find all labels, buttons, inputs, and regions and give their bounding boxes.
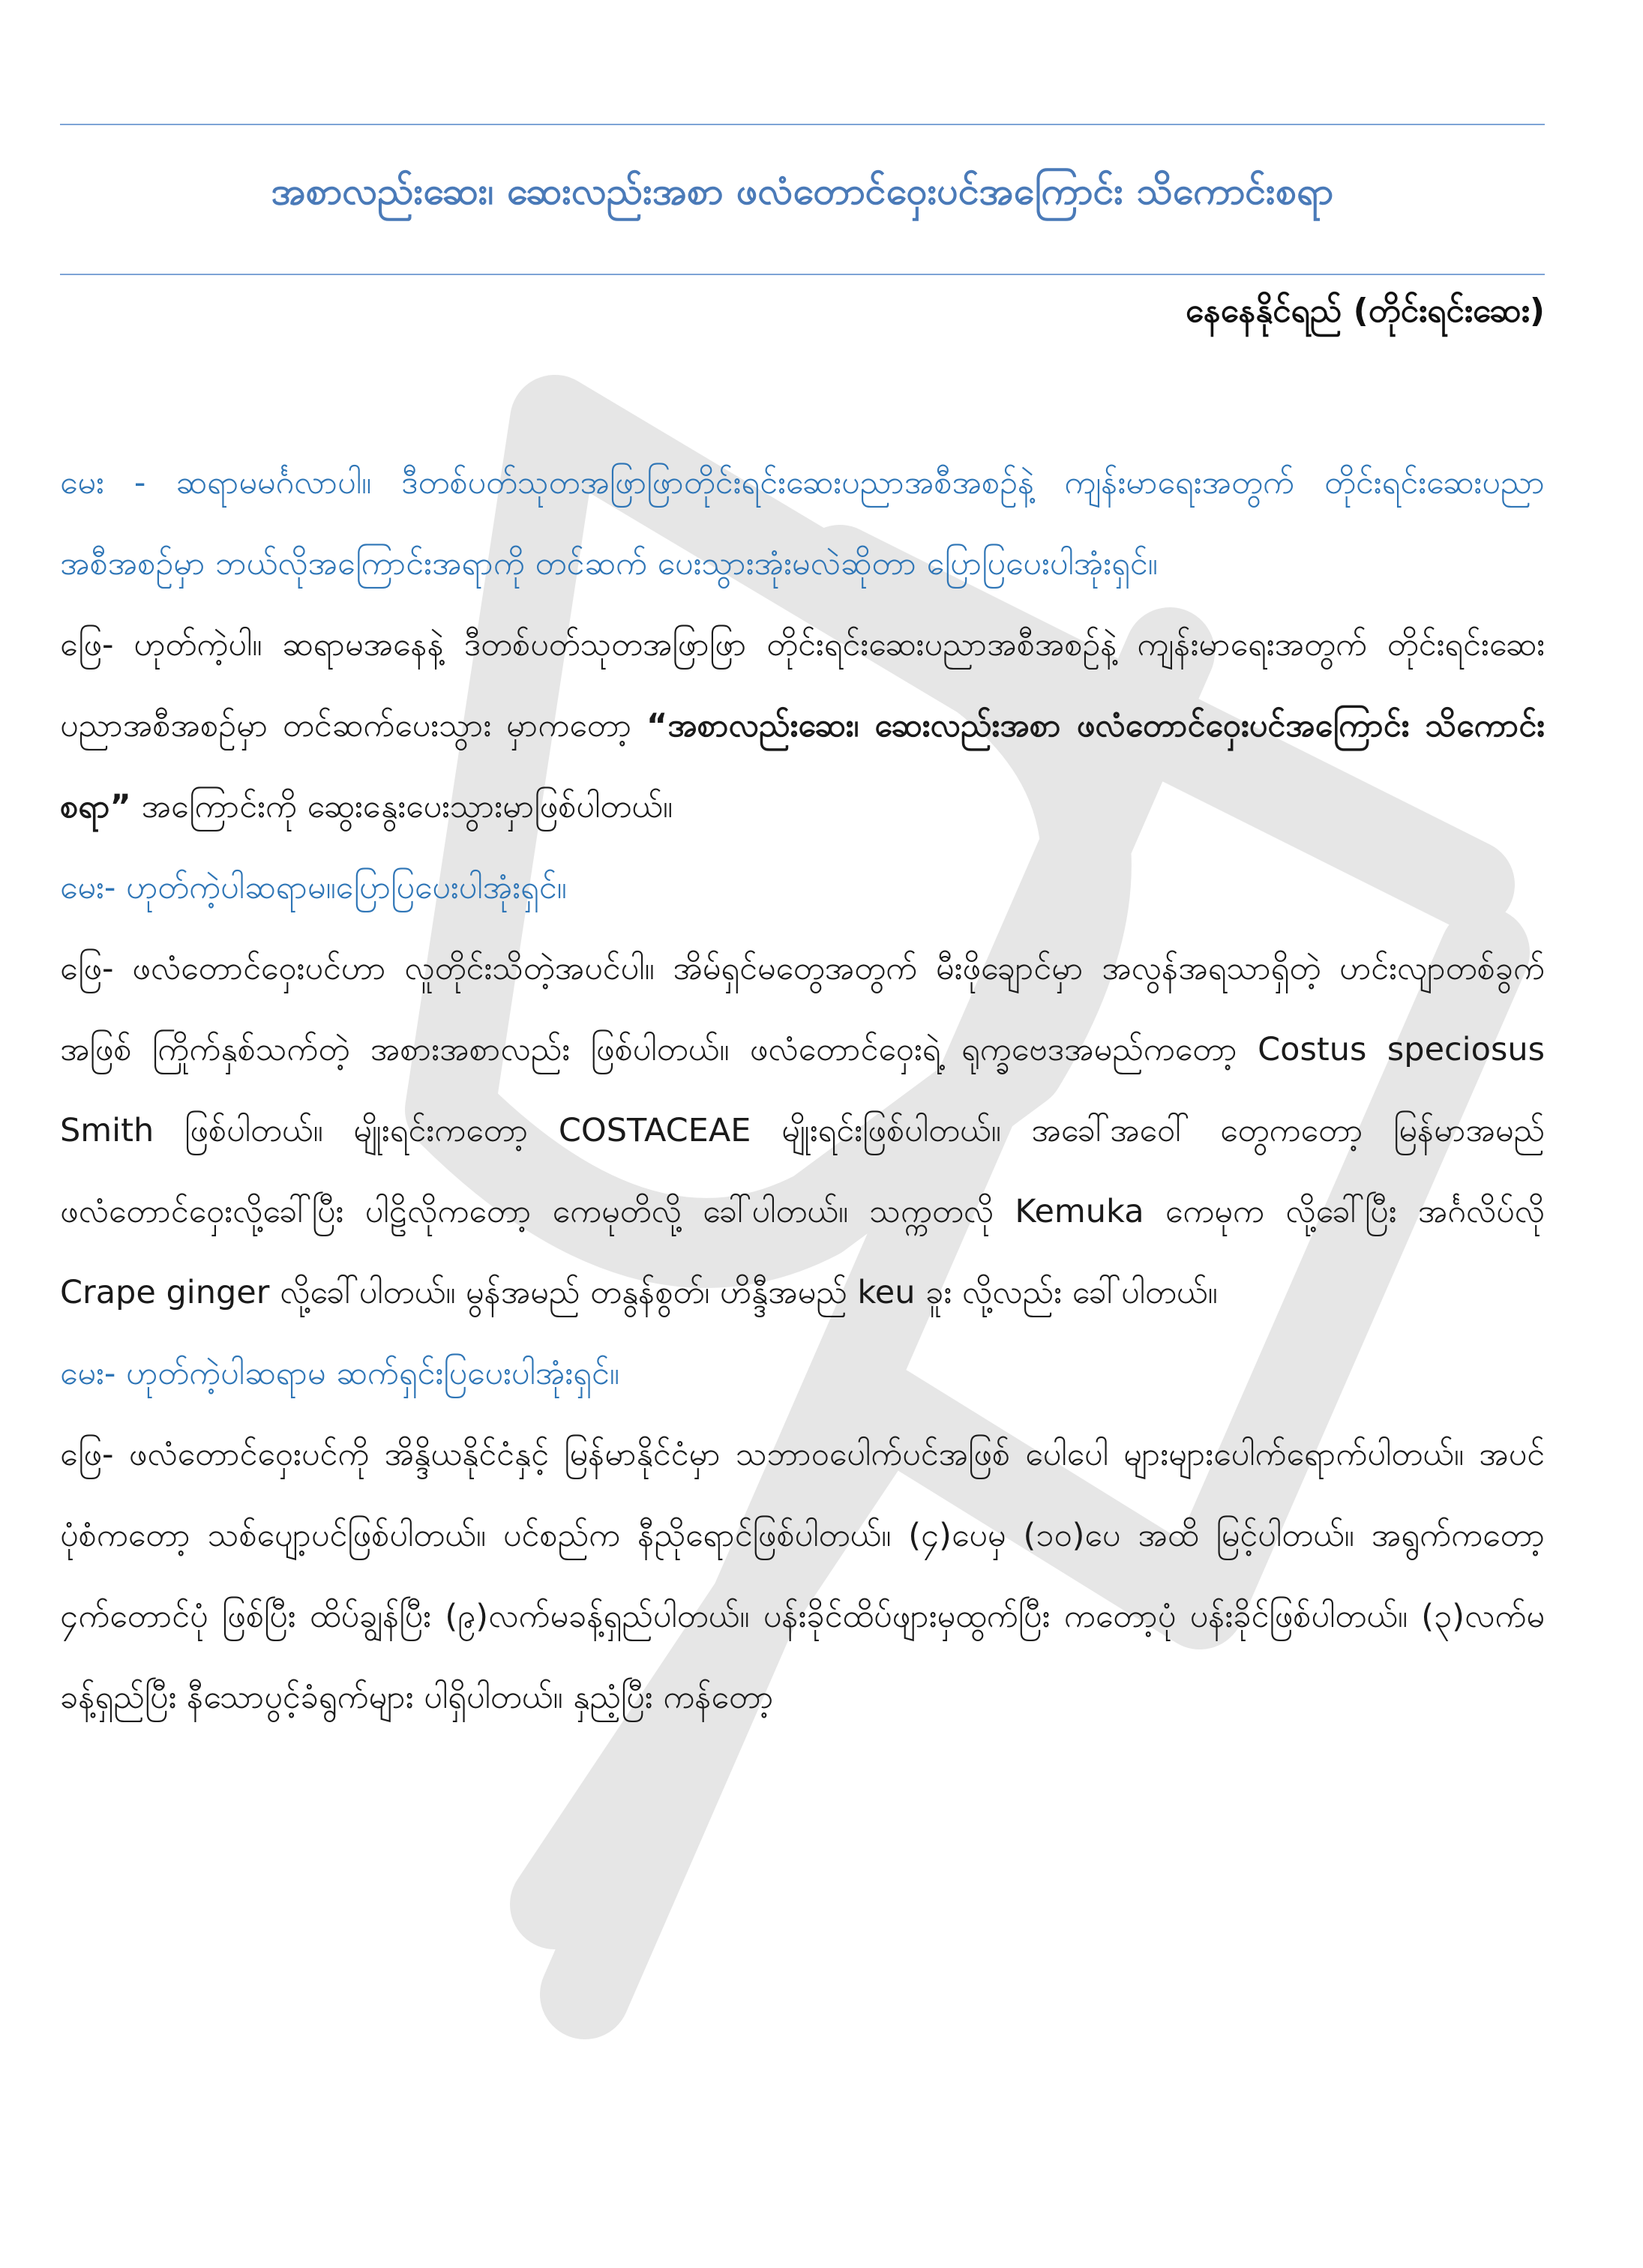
question-paragraph: မေး - ဆရာမမင်္ဂလာပါ။ ဒီတစ်ပတ်သုတအဖြာဖြာတိုင်းရင်းဆေးပညာအစီအစဉ်နဲ့ ကျန်းမာရေးအတွက် တိုင်းရင်းဆေးပညာအစီအစဉ်မှာ ဘယ်လိုအကြောင်းအရာကို တင်ဆက် ပေးသွားအုံးမလဲဆိုတာ ပြောပြပေးပါအုံးရှင်။ bbox=[60, 464, 1545, 583]
answer-topic-bold: “အစာလည်းဆေး၊ ဆေးလည်းအစာ ဖလံတောင်ဝှေးပင်အကြောင်း သိကောင်းစရာ” bbox=[60, 707, 1545, 825]
title-rule bbox=[60, 274, 1545, 275]
question-paragraph: မေး- ဟုတ်ကဲ့ပါဆရာမ။ပြောပြပေးပါအုံးရှင်။ bbox=[60, 869, 567, 906]
answer-paragraph: ဖြေ- ဖလံတောင်ဝှေးပင်ဟာ လူတိုင်းသိတဲ့အပင်ပါ။ အိမ်ရှင်မတွေအတွက် မီးဖိုချောင်မှာ အလွန်အရသာရှိတဲ့ ဟင်းလျာတစ်ခွက်အဖြစ် ကြိုက်နှစ်သက်တဲ့ အစားအစာလည်း ဖြစ်ပါတယ်။ ဖလံတောင်ဝှေးရဲ့ ရုက္ခဗေဒအမည်ကတော့ Costus speciosus Smith ဖြစ်ပါတယ်။ မျိုးရင်းကတော့ COSTACEAE မျိုးရင်းဖြစ်ပါတယ်။ အခေါ်အဝေါ် တွေကတော့ မြန်မာအမည် ဖလံတောင်ဝှေးလို့ခေါ်ပြီး ပါဠိလိုကတော့ ကေမုတိလို့ ခေါ်ပါတယ်။ သက္ကတလို Kemuka ကေမုက လို့ခေါ်ပြီး အင်္ဂလိပ်လို Crape ginger လို့ခေါ်ပါတယ်။ မွန်အမည် တနွန်စွတ်၊ ဟိန္ဒီအမည် keu ခူး လို့လည်း ခေါ်ပါတယ်။ bbox=[60, 950, 1545, 1311]
answer-paragraph: ဖြေ- ဖလံတောင်ဝှေးပင်ကို အိန္ဒိယနိုင်ငံနှင့် မြန်မာနိုင်ငံမှာ သဘာဝပေါက်ပင်အဖြစ် ပေါပေါ များများပေါက်ရောက်ပါတယ်။ အပင်ပုံစံကတော့ သစ်ပျော့ပင်ဖြစ်ပါတယ်။ ပင်စည်က နီညိုရောင်ဖြစ်ပါတယ်။ (၄)ပေမှ (၁၀)ပေ အထိ မြင့်ပါတယ်။ အရွက်ကတော့ ၄က်တောင်ပုံ ဖြစ်ပြီး ထိပ်ချွန်ပြီး (၉)လက်မခန့်ရှည်ပါတယ်။ ပန်းခိုင်ထိပ်ဖျားမှထွက်ပြီး ကတော့ပုံ ပန်းခိုင်ဖြစ်ပါတယ်။ (၃)လက်မခန့်ရှည်ပြီး နီသောပွင့်ခံရွက်များ ပါရှိပါတယ်။ နှညံ့ပြီး ကန်တော့ bbox=[60, 1436, 1545, 1716]
document-body bbox=[60, 442, 1545, 1738]
document-title: အစာလည်းဆေး၊ ဆေးလည်းအစာ ဖလံတောင်ဝှေးပင်အကြောင်း သိကောင်းစရာ bbox=[271, 169, 1334, 213]
author-byline: နေနေနိုင်ရည် (တိုင်းရင်းဆေး) bbox=[1186, 292, 1545, 330]
answer-text: ဖြေ- ဟုတ်ကဲ့ပါ။ ဆရာမအနေနဲ့ ဒီတစ်ပတ်သုတအဖြာဖြာ တိုင်းရင်းဆေးပညာအစီအစဉ်နဲ့ ကျန်းမာရေးအတွက် တိုင်းရင်းဆေးပညာအစီအစဉ်မှာ တင်ဆက်ပေးသွား မှာကတော့ bbox=[60, 626, 1545, 745]
answer-text: အကြောင်းကို ဆွေးနွေးပေးသွားမှာဖြစ်ပါတယ်။ bbox=[130, 788, 673, 825]
top-rule bbox=[60, 124, 1545, 125]
question-paragraph: မေး- ဟုတ်ကဲ့ပါဆရာမ ဆက်ရှင်းပြပေးပါအုံးရှင်။ bbox=[60, 1355, 619, 1392]
answer-paragraph bbox=[60, 604, 1545, 847]
